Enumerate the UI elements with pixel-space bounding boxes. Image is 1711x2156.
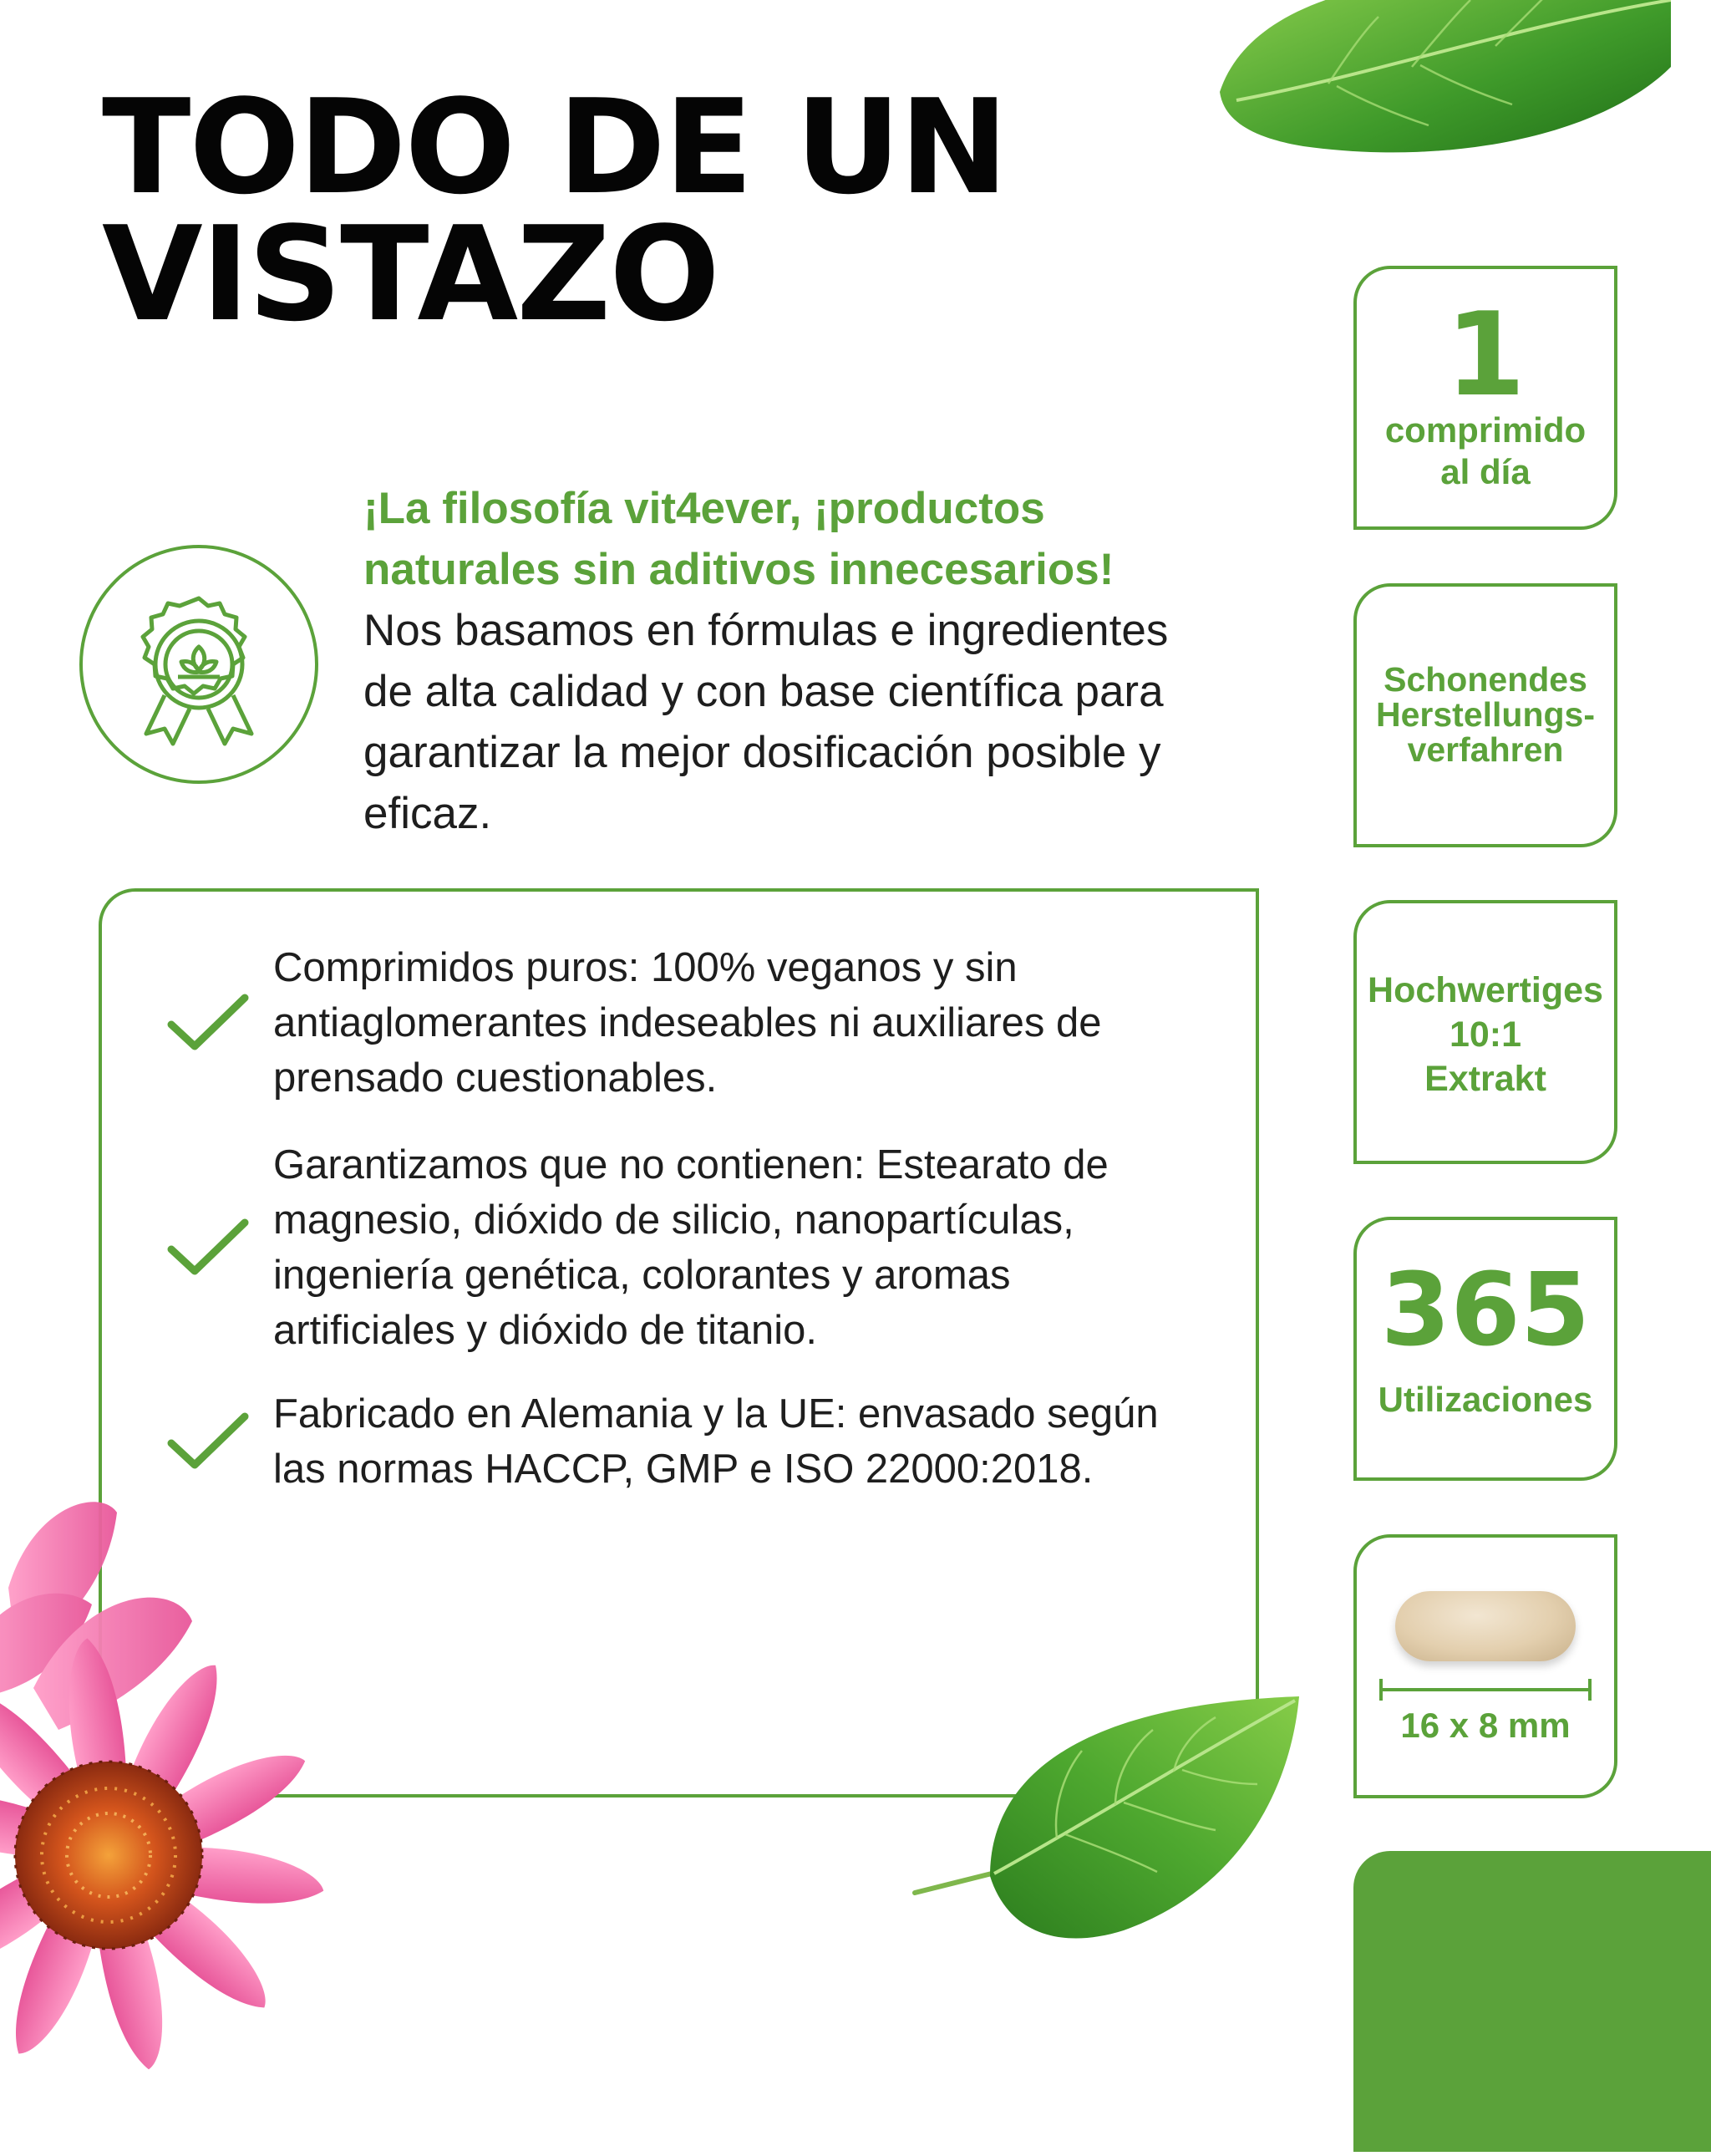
feature-text: Fabricado en Alemania y la UE: envasado según las normas HACCP, GMP e ISO 22000:2018. (273, 1391, 1159, 1492)
feature-text: Garantizamos que no contienen: Estearato de magnesio, dióxido de silicio, nanopartículas, ingeniería genética, colorantes y aromas artificiales y dióxido de titanio. (273, 1142, 1109, 1353)
card-extract (1353, 900, 1617, 1164)
process-line-1: Schonendes (1384, 660, 1587, 699)
checkmark-icon (165, 1408, 251, 1475)
award-seal-icon (79, 545, 318, 784)
process-line-3: verfahren (1407, 730, 1564, 769)
philosophy-headline: ¡La filosofía vit4ever, ¡productos naturales sin aditivos innecesarios! (363, 484, 1114, 594)
dimension-line-icon (1378, 1675, 1592, 1704)
card-uses (1353, 1217, 1617, 1481)
echinacea-flower-icon (0, 1487, 418, 2156)
philosophy-body: Nos basamos en fórmulas e ingredientes de alta calidad y con base científica para garantizar la mejor dosificación posible y eficaz. (363, 606, 1169, 838)
feature-item (165, 1386, 1192, 1497)
feature-text: Comprimidos puros: 100% veganos y sin antiaglomerantes indeseables ni auxiliares de prensado cuestionables. (273, 945, 1102, 1101)
card-daily-dose (1353, 266, 1617, 530)
uses-label: Utilizaciones (1378, 1380, 1593, 1419)
process-label (1365, 662, 1606, 767)
uses-number: 365 (1380, 1253, 1591, 1369)
leaf-icon (1203, 0, 1671, 167)
philosophy-text (363, 478, 1199, 844)
card-tablet-size (1353, 1534, 1617, 1798)
tablet-icon (1395, 1591, 1576, 1661)
dose-label-line-2: al día (1440, 452, 1531, 491)
title-line-1: TODO DE UN (102, 71, 1008, 223)
process-line-2: Herstellungs- (1376, 695, 1595, 734)
dose-number: 1 (1444, 287, 1526, 422)
leaf-icon (906, 1680, 1324, 1955)
extract-line-3: Extrakt (1424, 1059, 1546, 1099)
page-title (102, 71, 1008, 350)
feature-item (165, 1137, 1192, 1358)
extract-label (1365, 969, 1606, 1101)
checkmark-icon (165, 989, 251, 1056)
dose-label-line-1: comprimido (1384, 410, 1587, 450)
dose-label (1365, 409, 1606, 493)
card-gentle-process (1353, 583, 1617, 847)
size-label: 16 x 8 mm (1400, 1706, 1571, 1745)
extract-line-1: Hochwertiges (1368, 970, 1603, 1010)
accent-block (1353, 1851, 1711, 2152)
checkmark-icon (165, 1214, 251, 1281)
title-line-2: VISTAZO (102, 198, 718, 350)
feature-item (165, 940, 1192, 1106)
extract-line-2: 10:1 (1449, 1014, 1522, 1055)
